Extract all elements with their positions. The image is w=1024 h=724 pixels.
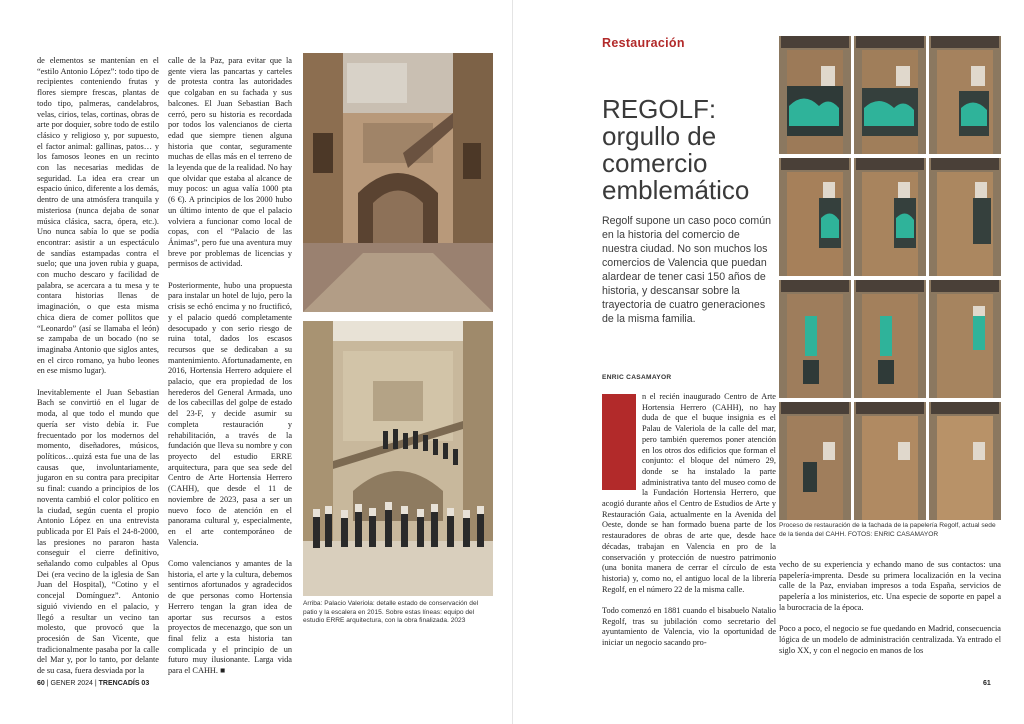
right-column-1 xyxy=(602,392,776,660)
paragraph: Posteriormente, hubo una propuesta para instalar un hotel de lujo, pero la crisis se echó encima y no fructificó, y el palacio quedó completamente desocupado y con serio riesgo de ruina total, dados los escasos recursos que se dedicaban a su mantenimiento. Afortunadamente, en 2016, Hortensia Herrero adquiere el palacio, que era propiedad de los herederos del General Armada, uno de los cabecillas del golpe de estado del 23-F, y decide asumir su completa restauración y rehabilitación, a través de la fundación que lleva su nombre y con proyecto del estudio ERRE arquitectura, para que sea sede del Centro de Arte Hortensia Herrero (CAHH), que desde el 11 de noviembre de 2023, pasa a ser un nuevo foco de atención en el panorama cultural y, especialmente, en el arte contemporáneo de Valencia. xyxy=(168,280,292,547)
door-photo xyxy=(929,402,1001,520)
paragraph: vecho de su experiencia y echando mano de sus contactos: una papelería-imprenta. Desde su primera localización en la vecina calle de la Paz, enviaban impresos a toda España, servicios de papelería a los ministerios, etc. Una especie de soporte en papel a la burocracia de la época. xyxy=(779,560,1001,612)
page-number: 60 xyxy=(37,680,45,687)
door-restoration-grid xyxy=(779,36,1001,518)
door-photo xyxy=(779,280,851,398)
door-photo xyxy=(779,158,851,276)
article-headline: REGOLF: orgullo de comercio emblemático xyxy=(602,94,750,205)
article-lead: Regolf supone un caso poco común en la historia del comercio de nuestra ciudad. No son muchos los comercios de Valencia que puedan alardear de tener casi 150 años de historia, y descansar sobre la trayectoria de cuatro generaciones de la misma familia. xyxy=(602,215,772,325)
door-photo xyxy=(779,402,851,520)
door-photo xyxy=(854,158,926,276)
door-photo xyxy=(779,36,851,154)
paragraph: n el recién inaugurado Centro de Arte Hortensia Herrero (CAHH), no hay duda de que el buque insignia es el Palau de Valeriola de la calle del mar, pero también queremos poner atención en los otros dos edificios que forman el conjunto: el bloque del número 29, donde se ha instalado la parte administrativa tanto del museo como de la Fundación Hortensia Herrero, que acogió durante años el Centro de Estudios de Arte y Restauración Gaia, actualmente en la Avenida del Oeste, donde se han formado buena parte de los restauradores de obras de arte que, desde hace décadas, trabajan en Valencia en pro de la conservación y protección de nuestro patrimonio (una bonita manera de cerrar el círculo de esta historia) y, como no, el antiguo local de la librería Regolf, en el número 22 de la misma calle. xyxy=(602,392,776,594)
courtyard-photo xyxy=(303,53,493,312)
door-photo xyxy=(929,158,1001,276)
left-column-2 xyxy=(168,56,292,687)
paragraph: Inevitablemente el Juan Sebastian Bach se convirtió en el lugar de moda, al que todo el mundo que quería ser visto debía ir. Fue frecuentado por los modernos del momento, diseñadores, músicos, políticos…quizá esta fue una de las causas que, involuntariamente, jugaron en su contra para precipitar su final: cuando a principios de los noventa cambió el color político en la ciudad, según cuenta el propio Antonio López en una entrevista publicada por El País el 24-8-2000, las presiones no pararon hasta conseguir el cierre definitivo, señalando como culpables al Opus Dei (era vecino de la iglesia de San Juan del Hospital), “Cotino y el concejal Domínguez”. Antonio siguió viviendo en el palacio, y llegó a resultar un vecino tan molesto, que provocó que la procesión de San Vicente, que tradicionalmente pasaba por la calle del Mar y, por lo tanto, por delante de su casa, fuera desviada por la xyxy=(37,387,159,676)
paragraph: de elementos se mantenían en el “estilo Antonio López”: todo tipo de recipientes conteniendo frutas y flores siempre frescas, plantas de todo tipo, palmeras, candelabros, velas, cirios, telas, cortinas, obras de arte por doquier, sobre todo de estilo clásico y religioso y, por supuesto, el factor animal: gallinas, patos… y los famosos leones en un recinto con las necesarias medidas de seguridad. La idea era crear un espacio único, diferente a los demás, dentro de una atmósfera tranquila y misteriosa (nunca dejaba de sonar música clásica, sacra, ópera, etc.). Uno nunca sabía lo que se podía encontrar: asistir a un espectáculo de sandías estampadas contra el suelo; que una joven rubia y guapa, con mucho descaro y facilidad de palabra, se acercara a tu mesa y te contara historias llenas de imaginación, o que esta misma chica diera de comer pollitos que “Leonardo” (así se llamaba el león) se zampaba de un bocado (no se imaginaba Antonio que siglos antes, en el circo romano, ya hubo leones en ese mismo lugar). xyxy=(37,56,159,376)
paragraph: Como valencianos y amantes de la historia, el arte y la cultura, debemos sentirnos afortunados y agradecidos de que personas como Hortensia Herrero tengan la gran idea de aportar sus recursos a estos proyectos de mecenazgo, que son un final feliz a esta historia tan complicada y el principio de un futuro muy ilusionante. Larga vida para el CAHH. ■ xyxy=(168,559,292,676)
left-column-1 xyxy=(37,56,159,687)
door-photo xyxy=(854,280,926,398)
right-column-2 xyxy=(779,560,1001,667)
door-photo xyxy=(929,280,1001,398)
page-footer-right xyxy=(983,680,991,687)
paragraph: Poco a poco, el negocio se fue quedando en Madrid, consecuencia lógica de un modelo de administración centralizada. Ya entrado el siglo XX, y con el negocio en manos de los xyxy=(779,624,1001,655)
door-photo xyxy=(854,36,926,154)
page-number: 61 xyxy=(983,680,991,687)
paragraph: Todo comenzó en 1881 cuando el bisabuelo Natalio Regolf, tras su jubilación como secretario del ayuntamiento de Valencia, vio la oportunidad de iniciar un negocio sacando pro- xyxy=(602,606,776,648)
page-footer-left: 60 | GENER 2024 | TRENCADÍS 03 xyxy=(37,680,150,687)
right-page xyxy=(512,0,1024,724)
team-photo xyxy=(303,321,493,596)
byline: ENRIC CASAMAYOR xyxy=(602,374,672,381)
door-photo xyxy=(929,36,1001,154)
issue-date: GENER 2024 xyxy=(50,680,93,687)
door-photo xyxy=(854,402,926,520)
magazine-name: TRENCADÍS 03 xyxy=(98,680,150,687)
photo-caption: Arriba: Palacio Valeriola: detalle estado de conservación del patio y la escalera en 2015. Sobre estas líneas: equipo del estudio ERRE arquitectura, con la obra finalizada. 2023 xyxy=(303,600,479,625)
door-photos-caption: Proceso de restauración de la fachada de la papelería Regolf, actual sede de la tienda del CAHH. FOTOS: ENRIC CASAMAYOR xyxy=(779,522,996,538)
dropcap-e xyxy=(602,394,636,490)
section-label: Restauración xyxy=(602,36,685,50)
paragraph: calle de la Paz, para evitar que la gente viera las pancartas y carteles de protesta contra las autoridades que colgaban en su fachada y sus balcones. El Juan Sebastian Bach cerró, pero su historia es recordada por todos los valencianos de cierta edad que siempre tienen alguna historia que contar, seguramente muchas de ellas más en el terreno de la leyenda que de la realidad. No hay que olvidar que estaba al alcance de muy pocos: un agua valía 1000 pta (6 €). A principios de los 2000 hubo un último intento de que el palacio volviera a funcionar como local de copas, con el “Palacio de las Ánimas”, pero fue una aventura muy breve por problemas de licencias y permisos de actividad. xyxy=(168,56,292,269)
